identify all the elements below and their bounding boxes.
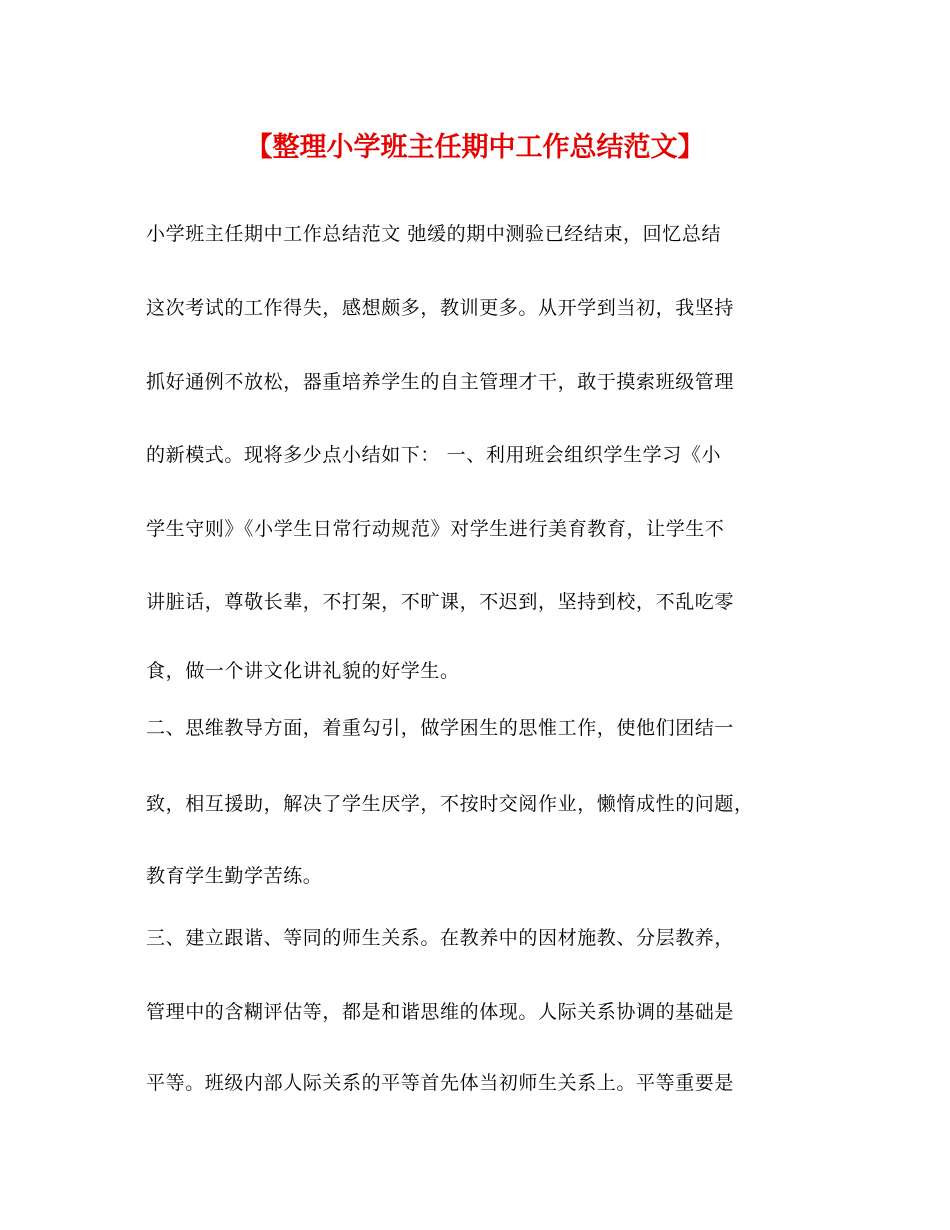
body-line-2: 这次考试的工作得失，感想颇多，教训更多。从开学到当初，我坚持 [146,297,735,319]
body-line-1: 小学班主任期中工作总结范文 弛缓的期中测验已经结束，回忆总结 [146,223,722,245]
body-line-3: 抓好通例不放松，器重培养学生的自主管理才干，敢于摸索班级管理 [146,371,735,393]
body-line-13: 平等。班级内部人际关系的平等首先体当初师生关系上。平等重要是 [146,1072,735,1094]
body-line-5: 学生守则》《小学生日常行动规范》对学生进行美育教育，让学生不 [146,518,725,540]
body-line-11: 三、建立跟谐、等同的师生关系。在教养中的因材施教、分层教养， [146,927,735,949]
body-line-6: 讲脏话，尊敬长辈，不打架，不旷课，不迟到，坚持到校，不乱吃零 [146,591,735,613]
body-line-12: 管理中的含糊评估等，都是和谐思维的体现。人际关系协调的基础是 [146,1001,735,1023]
document-title: 【整理小学班主任期中工作总结范文】 [245,132,705,163]
body-line-8: 二、思维教导方面，着重勾引，做学困生的思惟工作，使他们团结一 [146,717,735,739]
body-line-7: 食，做一个讲文化讲礼貌的好学生。 [146,660,460,682]
body-line-4: 的新模式。现将多少点小结如下： 一、利用班会组织学生学习《小 [146,444,722,466]
body-line-10: 教育学生勤学苦练。 [146,865,323,887]
body-line-9: 致，相互援助，解决了学生厌学，不按时交阅作业，懒惰成性的问题， [146,793,754,815]
